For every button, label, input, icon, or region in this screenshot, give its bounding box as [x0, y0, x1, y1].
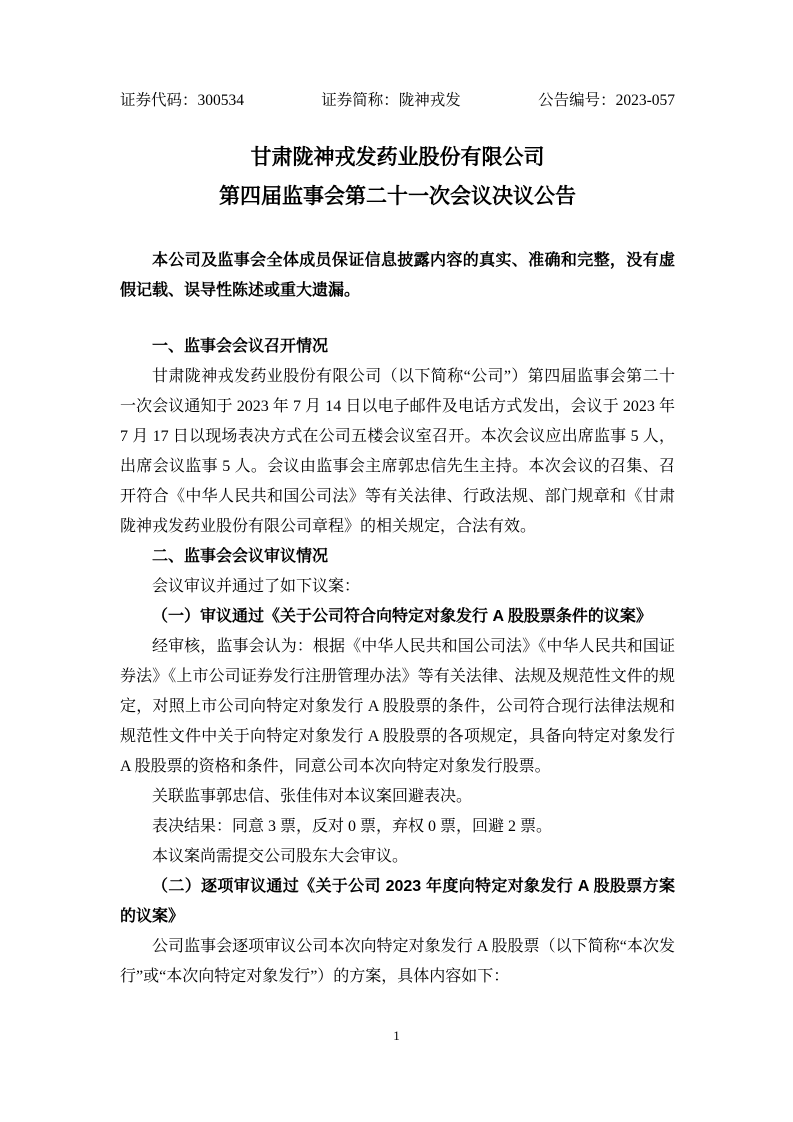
paragraph-item-1-review: 经审核，监事会认为：根据《中华人民共和国公司法》《中华人民共和国证券法》《上市公司证券发行注册管理办法》等有关法律、法规及规范性文件的规定，对照上市公司向特定对象发行 A 股股票的条件，公司符合现行法律法规和规范性文件中关于向特定对象发行 A 股股票的各项规定，具备向特定对象发行 A 股股票的资格和条件，同意公司本次向特定对象发行股票。	[120, 638, 675, 775]
paragraph-item-1-vote-result: 表决结果：同意 3 票，反对 0 票，弃权 0 票，回避 2 票。	[152, 818, 553, 835]
announcement-title: 第四届监事会第二十一次会议决议公告	[219, 185, 576, 208]
page-number: 1	[393, 1028, 400, 1043]
company-name-title: 甘肃陇神戎发药业股份有限公司	[250, 146, 545, 169]
stock-abbr-label: 证券简称：陇神戎发	[321, 92, 461, 109]
paragraph-resolutions-intro: 会议审议并通过了如下议案：	[152, 578, 361, 595]
item-1-heading: （一）审议通过《关于公司符合向特定对象发行 A 股股票条件的议案》	[152, 608, 652, 625]
paragraph-item-2-intro: 公司监事会逐项审议公司本次向特定对象发行 A 股股票（以下简称“本次发行”或“本次向特定对象发行”）的方案，具体内容如下：	[120, 938, 675, 985]
item-2-heading: （二）逐项审议通过《关于公司 2023 年度向特定对象发行 A 股股票方案的议案》	[120, 878, 675, 925]
paragraph-item-1-shareholder-review: 本议案尚需提交公司股东大会审议。	[152, 848, 409, 865]
disclaimer-paragraph: 本公司及监事会全体成员保证信息披露内容的真实、准确和完整，没有虚假记载、误导性陈述或重大遗漏。	[120, 252, 675, 299]
document-header-row	[120, 92, 675, 110]
document-body	[120, 332, 675, 992]
announcement-number-label: 公告编号：2023-057	[538, 92, 675, 109]
document-content	[120, 0, 675, 992]
section-heading-1: 一、监事会会议召开情况	[152, 338, 329, 355]
paragraph-meeting-convening: 甘肃陇神戎发药业股份有限公司（以下简称“公司”）第四届监事会第二十一次会议通知于 2023 年 7 月 14 日以电子邮件及电话方式发出，会议于 2023 年 7 月 17 日以现场表决方式在公司五楼会议室召开。本次会议应出席监事 5 人，出席会议监事 5 人。会议由监事会主席郭忠信先生主持。本次会议的召集、召开符合《中华人民共和国公司法》等有关法律、行政法规、部门规章和《甘肃陇神戎发药业股份有限公司章程》的相关规定，合法有效。	[120, 368, 675, 535]
stock-code-label: 证券代码：300534	[120, 92, 245, 109]
paragraph-item-1-recusal: 关联监事郭忠信、张佳伟对本议案回避表决。	[152, 788, 473, 805]
section-heading-2: 二、监事会会议审议情况	[152, 548, 329, 565]
